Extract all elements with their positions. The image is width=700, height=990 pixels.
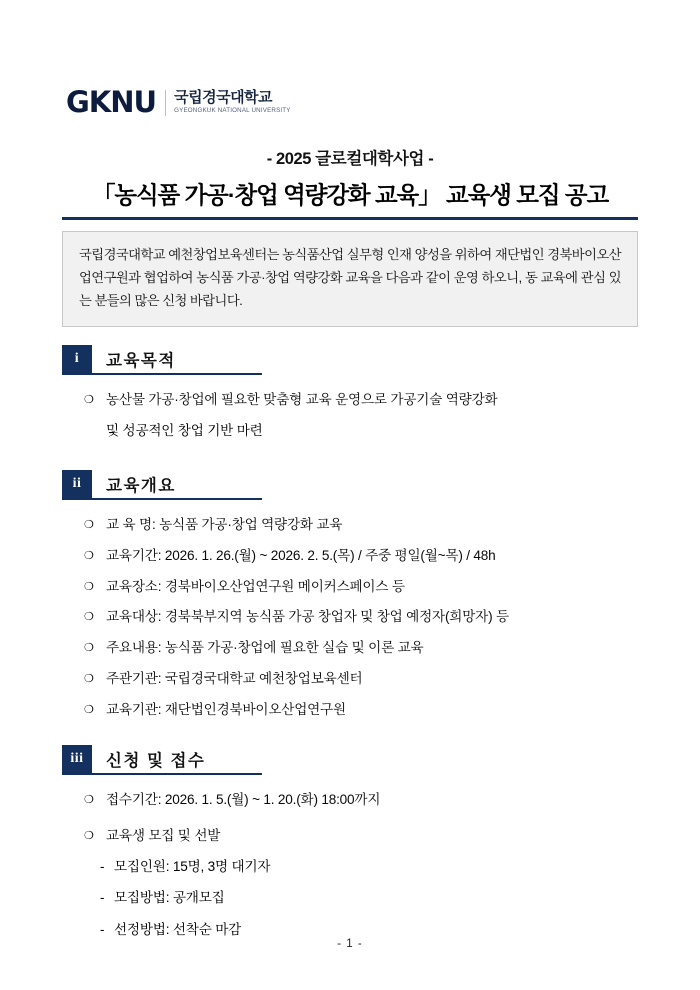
section-heading	[62, 470, 262, 500]
circle-bullet-icon: ❍	[84, 794, 94, 806]
list-item-label: 교육생 모집 및 선발	[106, 827, 221, 843]
section-title: 교육개요	[106, 477, 176, 495]
circle-bullet-icon: ❍	[84, 580, 94, 593]
sub-list-item	[62, 887, 638, 909]
logo-english-name: GYEONGKUK NATIONAL UNIVERSITY	[174, 107, 291, 115]
section-number: i	[62, 345, 92, 373]
circle-bullet-icon: ❍	[84, 549, 94, 562]
sub-list-item	[62, 856, 638, 878]
section-body	[62, 514, 638, 720]
list-item-label: 교육대상: 경북북부지역 농식품 가공 창업자 및 창업 예정자(희망자) 등	[106, 609, 509, 625]
intro-text: 국립경국대학교 예천창업보육센터는 농식품산업 실무형 인재 양성을 위하여 재단법인 경북바이오산업연구원과 협업하여 농식품 가공·창업 역량강화 교육을 다음과 같이 운영 하오니, 동 교육에 관심 있는 분들의 많은 신청 바랍니다.	[79, 247, 621, 308]
logo-korean-name: 국립경국대학교	[174, 89, 273, 107]
sub-list-item-label: 모집방법: 공개모집	[114, 890, 225, 906]
section-title: 교육목적	[106, 352, 176, 370]
list-item-label: 농산물 가공·창업에 필요한 맞춤형 교육 운영으로 가공기술 역량강화	[106, 392, 498, 407]
dash-bullet-icon: -	[100, 858, 105, 874]
list-item-label: 주관기관: 국립경국대학교 예천창업보육센터	[106, 670, 363, 686]
list-item	[62, 514, 638, 536]
list-item	[62, 606, 638, 628]
document-header	[62, 145, 638, 220]
section-heading	[62, 345, 262, 375]
dash-bullet-icon: -	[100, 890, 105, 906]
university-logo	[66, 85, 291, 119]
section-title: 신청 및 접수	[106, 752, 206, 770]
page-title: 「농식품 가공·창업 역량강화 교육」 교육생 모집 공고	[91, 182, 609, 208]
intro-box	[62, 231, 638, 327]
section-number: iii	[62, 745, 92, 773]
section-body	[62, 389, 638, 442]
list-item-continuation: 및 성공적인 창업 기반 마련	[106, 422, 263, 438]
list-item	[62, 637, 638, 659]
sub-list-item-label: 선정방법: 선착순 마감	[114, 922, 242, 937]
list-item-label: 교 육 명: 농식품 가공·창업 역량강화 교육	[106, 517, 343, 532]
list-item	[62, 545, 638, 567]
list-item-label: 교육장소: 경북바이오산업연구원 메이커스페이스 등	[106, 578, 405, 594]
circle-bullet-icon: ❍	[84, 703, 94, 716]
dash-bullet-icon: -	[100, 922, 105, 937]
section-education-purpose	[62, 345, 638, 442]
logo-name-block	[174, 90, 291, 114]
list-item	[62, 699, 638, 721]
list-item	[62, 668, 638, 690]
list-item	[62, 789, 638, 811]
section-body	[62, 789, 638, 941]
circle-bullet-icon: ❍	[84, 642, 94, 654]
list-item-label: 주요내용: 농식품 가공·창업에 필요한 실습 및 이론 교육	[106, 640, 424, 655]
logo-divider	[165, 90, 166, 116]
logo-wordmark: GKNU	[66, 85, 157, 119]
list-item	[62, 576, 638, 598]
section-education-overview	[62, 470, 638, 729]
circle-bullet-icon: ❍	[84, 611, 94, 624]
section-number: ii	[62, 470, 92, 498]
section-heading	[62, 745, 262, 775]
list-item	[62, 825, 638, 847]
section-application	[62, 745, 638, 951]
circle-bullet-icon: ❍	[84, 519, 94, 531]
list-item-label: 교육기간: 2026. 1. 26.(월) ~ 2026. 2. 5.(목) / 주중 평일(월~목) / 48h	[106, 547, 496, 563]
circle-bullet-icon: ❍	[84, 394, 94, 406]
sub-list-item-label: 모집인원: 15명, 3명 대기자	[114, 858, 271, 874]
document-subtitle: - 2025 글로컬대학사업 -	[266, 150, 434, 168]
list-item-label: 접수기간: 2026. 1. 5.(월) ~ 1. 20.(화) 18:00까지	[106, 792, 381, 807]
circle-bullet-icon: ❍	[84, 829, 94, 842]
list-item-label: 교육기관: 재단법인경북바이오산업연구원	[106, 701, 346, 717]
page-number: - 1 -	[337, 938, 363, 950]
circle-bullet-icon: ❍	[84, 672, 94, 685]
list-item	[62, 389, 638, 411]
title-underline	[62, 217, 638, 220]
